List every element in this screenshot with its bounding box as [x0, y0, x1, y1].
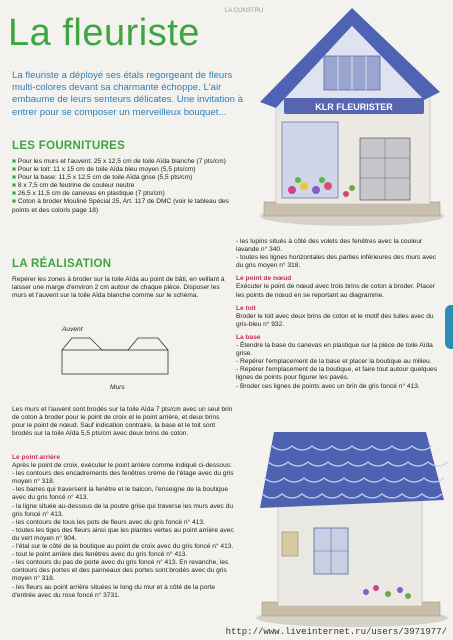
page-title: La fleuriste [8, 12, 200, 54]
point-noeud-heading: Le point de nœud [236, 275, 292, 283]
list-item: - Repérer l'emplacement de la base et placer la boutique au milieu. [236, 358, 432, 366]
list-item: - les barres qui traversent la fenêtre et le balcon, l'enseigne de la boutique avec du gris foncé n° 413. [12, 486, 229, 502]
list-item: - Broder ces lignes de points avec un brin de gris foncé n° 413. [236, 382, 420, 390]
list-item: - Repérer l'emplacement de la boutique, et faire tout autour quelques lignes de points pour figurer les pavés. [236, 366, 438, 382]
fournitures-list [12, 158, 234, 215]
list-item: - les lupins situés à côté des volets des fenêtres avec la couleur lavande n° 340. [236, 238, 423, 254]
list-item: ■ Coton à broder Mouliné Spécial 25, Art. 117 de DMC (voir le tableau des points et des coloris page 18) [12, 198, 229, 214]
point-arriere-intro: Après le point de croix, exécuter le point arrière comme indiqué ci-dessous: [12, 462, 232, 470]
realisation-intro: Repérer les zones à broder sur la toile Aïda au point de bâti, en veillant à laisser une marge d'environ 2 cm autour de chaque pièce. Disposer les murs et l'auvent sur la toile Aïda blanche comme sur le schéma. [12, 276, 225, 300]
toit-text: Broder le toit avec deux brins de coton et le motif des tuiles avec du gris-bleu n° 932. [236, 312, 434, 328]
base-heading: La base [236, 333, 261, 341]
page-edge-tab [445, 305, 453, 349]
list-item: ■ Pour le toit: 11 x 15 cm de toile Aïda bleu moyen (5,5 pts/cm) [12, 166, 196, 174]
list-item: - Étendre la base du canevas en plastique sur la pièce de toile Aïda grise. [236, 342, 433, 358]
list-item: - les contours de tous les pots de fleurs avec du gris foncé n° 413. [12, 518, 205, 526]
realisation-p2: Les murs et l'auvent sont brodés sur la toile Aïda 7 pts/cm avec un seul brin de coton à broder pour le point de croix et le point arrière, et deux brins pour le point de nœud. Sauf indication contraire, la base et le toit sont brodés sur la toile Aïda 5,5 pts/cm avec deux brins de coton. [12, 406, 233, 438]
point-arriere-heading: Le point arrière [12, 454, 61, 461]
list-item: - toutes les lignes horizontales des parties inférieures des murs avec du gris moyen n° 318. [236, 254, 437, 270]
list-item: ■ Pour les murs et l'auvent: 25 x 12,5 cm de toile Aïda blanche (7 pts/cm) [12, 158, 226, 165]
shop-sign-text: KLR FLEURISTER [315, 102, 393, 112]
list-item: ■ Pour la base: 11,5 x 12,5 cm de toile Aïda grise (5,5 pts/cm) [12, 174, 193, 182]
diagram-label-auvent: Auvent [62, 326, 83, 333]
list-item: ■ 8 x 7,5 cm de feutrine de couleur neutre [12, 182, 135, 190]
list-item: - tout le point arrière des fenêtres avec du gris foncé n° 413. [12, 551, 188, 559]
toit-heading: Le toit [236, 304, 256, 312]
diagram-label-murs: Murs [110, 384, 125, 391]
house-front-photo [252, 4, 448, 230]
list-item: - les fleurs au point arrière situées le long du mur et à côté de la porte d'entrée avec du rose foncé n° 3731. [12, 583, 216, 599]
header-extension-text: LA CONSTRU [225, 8, 264, 14]
list-item: - les contours des encadrements des fenêtres crème de l'étage avec du gris moyen n° 318. [12, 470, 234, 486]
list-item: - l'étal sur le côté de la boutique au point de croix avec du gris foncé n° 413. [12, 543, 234, 551]
list-item: - la ligne située au-dessous de la poutre grise qui traverse les murs avec du gris foncé n° 413. [12, 502, 234, 518]
intro-paragraph: La fleuriste a déployé ses étals regorgeant de fleurs multi-colores devant sa charmante échoppe. L'air embaume de leurs senteurs délicates. Une invitation à entrer pour se composer un merveilleux bouquet... [12, 70, 243, 118]
list-item: ■ 26,5 x 11,5 cm de canevas en plastique (7 pts/cm) [12, 190, 165, 198]
list-item: - toutes les tiges des fleurs ainsi que les plantes vertes au point arrière avec du vert moyen n° 904. [12, 526, 234, 542]
fournitures-heading: LES FOURNITURES [12, 140, 126, 152]
point-arriere-section [12, 454, 234, 600]
point-noeud-text: Exécuter le point de nœud avec trois brins de coton à broder. Placer les points de nœud en se reportant au diagramme. [236, 283, 436, 299]
source-url: http://www.liveinternet.ru/users/3971977/ [225, 627, 447, 637]
realisation-heading: LA RÉALISATION [12, 258, 112, 270]
house-side-photo [248, 428, 448, 633]
right-column-text [236, 238, 444, 391]
list-item: - les contours du pas de porte avec du gris foncé n° 413. En revanche, les contours des portes et des panneaux des portes sont brodés avec du gris moyen n° 318. [12, 559, 229, 583]
